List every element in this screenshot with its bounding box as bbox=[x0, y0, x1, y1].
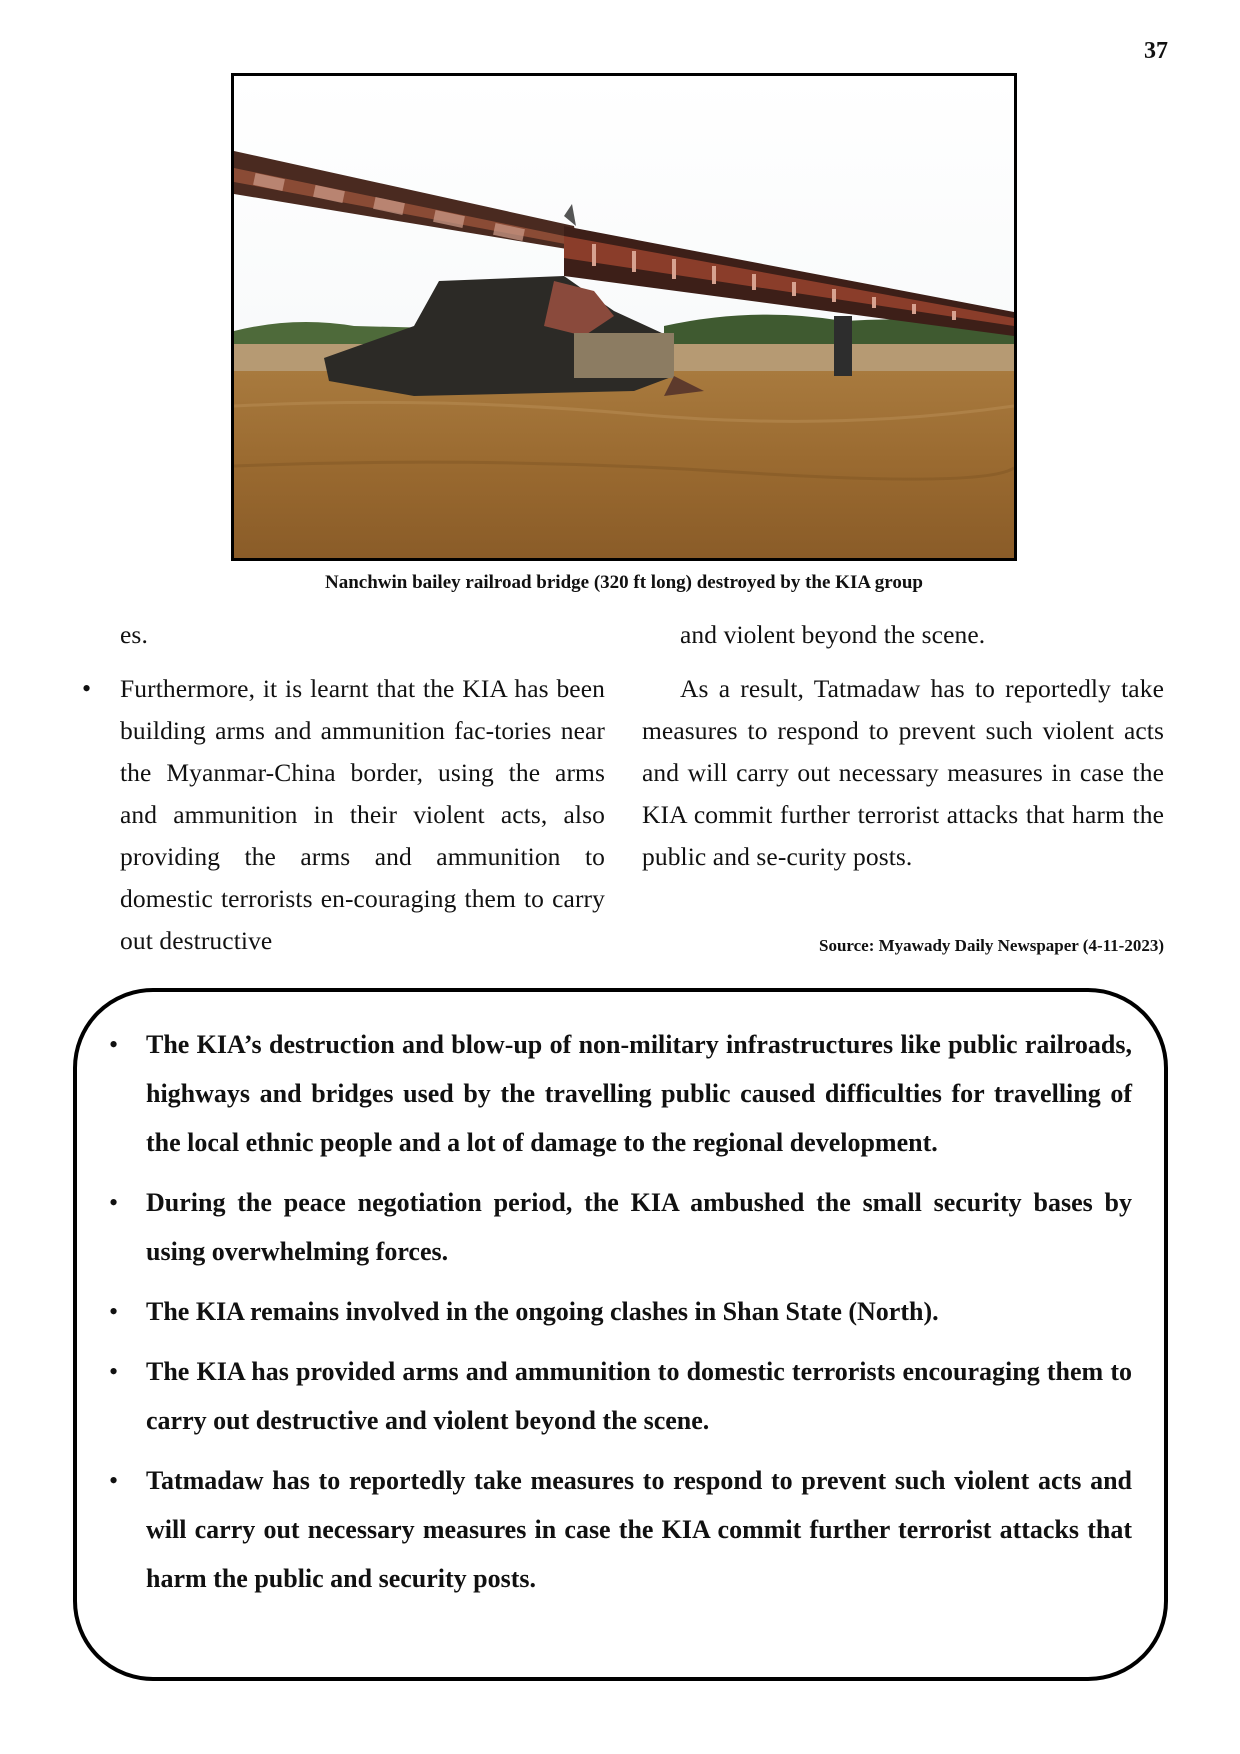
summary-item-text: The KIA remains involved in the ongoing clashes in Shan State (North). bbox=[146, 1297, 939, 1326]
right-paragraph: As a result, Tatmadaw has to reportedly take measures to respond to prevent such violent acts and will carry out necessary measures in case the KIA commit further terrorist attacks that harm the public and se-curity posts. bbox=[642, 674, 1164, 871]
summary-list bbox=[109, 1020, 1132, 1614]
bullet-icon: • bbox=[109, 1188, 119, 1217]
right-column bbox=[642, 614, 1164, 878]
left-bullet-item bbox=[82, 668, 605, 962]
bullet-icon: • bbox=[109, 1030, 119, 1059]
page-number: 37 bbox=[1144, 38, 1168, 64]
summary-item bbox=[109, 1287, 1132, 1336]
summary-item-text: The KIA has provided arms and ammunition to domestic terrorists encouraging them to carry out destructive and violent beyond the scene. bbox=[146, 1357, 1132, 1435]
right-continued-text: and violent beyond the scene. bbox=[680, 620, 986, 649]
bullet-icon: • bbox=[82, 674, 92, 703]
left-continued-text: es. bbox=[120, 620, 148, 649]
bridge-photo bbox=[231, 73, 1017, 561]
summary-item bbox=[109, 1178, 1132, 1276]
summary-item bbox=[109, 1456, 1132, 1603]
photo-caption: Nanchwin bailey railroad bridge (320 ft long) destroyed by the KIA group bbox=[324, 572, 924, 593]
bullet-icon: • bbox=[109, 1297, 119, 1326]
summary-item-text: The KIA’s destruction and blow-up of non-military infrastructures like public railroads, highways and bridges used by the travelling public caused difficulties for travelling of the local ethnic people and a lot of damage to the regional development. bbox=[146, 1030, 1132, 1157]
left-bullet-text: Furthermore, it is learnt that the KIA has been building arms and ammunition fac-tories near the Myanmar-China border, using the arms and ammunition in their violent acts, also providing the arms and ammunition to domestic terrorists en-couraging them to carry out destructive bbox=[120, 674, 605, 955]
summary-item-text: During the peace negotiation period, the KIA ambushed the small security bases by using overwhelming forces. bbox=[146, 1188, 1132, 1266]
bullet-icon: • bbox=[109, 1466, 119, 1495]
summary-item bbox=[109, 1020, 1132, 1167]
summary-item bbox=[109, 1347, 1132, 1445]
left-column bbox=[82, 614, 605, 962]
bullet-icon: • bbox=[109, 1357, 119, 1386]
source-citation: Source: Myawady Daily Newspaper (4-11-2023) bbox=[818, 936, 1164, 955]
summary-item-text: Tatmadaw has to reportedly take measures to respond to prevent such violent acts and will carry out necessary measures in case the KIA commit further terrorist attacks that harm the public and security posts. bbox=[146, 1466, 1132, 1593]
